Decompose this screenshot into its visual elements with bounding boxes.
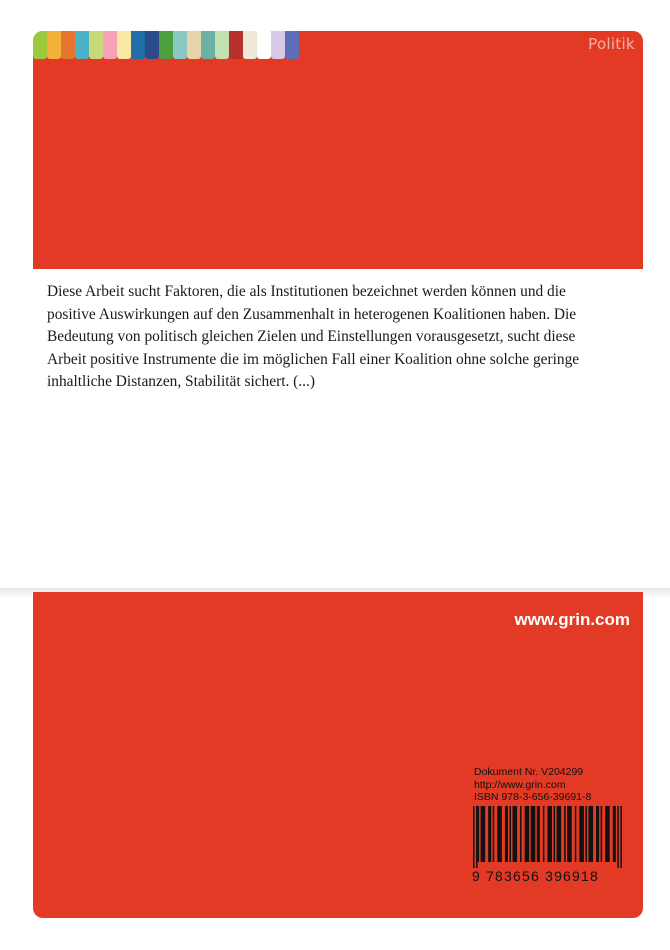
barcode-bar xyxy=(557,806,562,862)
color-stripe xyxy=(215,31,229,59)
color-stripe xyxy=(33,31,47,59)
isbn-number: ISBN 978-3-656-39691-8 xyxy=(474,791,592,803)
category-label: Politik xyxy=(588,35,635,53)
color-stripe xyxy=(257,31,271,59)
barcode-bar xyxy=(585,806,587,862)
barcode-bar xyxy=(601,806,603,862)
barcode-bar xyxy=(505,806,508,862)
color-stripe xyxy=(159,31,173,59)
color-stripe xyxy=(117,31,131,59)
barcode-bar xyxy=(473,806,475,868)
publisher-url[interactable]: http://www.grin.com xyxy=(474,778,566,791)
color-stripe xyxy=(103,31,117,59)
barcode-bar xyxy=(547,806,552,862)
color-stripe xyxy=(47,31,61,59)
color-stripe xyxy=(75,31,89,59)
barcode-digits: 9 783656 396918 xyxy=(472,868,599,884)
color-stripe xyxy=(271,31,285,59)
book-blurb: Diese Arbeit sucht Faktoren, die als Institutionen bezeichnet werden können und die positive Auswirkungen auf den Zusammenhalt in heterogenen Koalitionen haben. Die Bedeutung von politisch gleichen Zielen und Einstellungen vorausgesetzt, sucht diese Arbeit positive Instrumente die im möglichen Fall einer Koalition ohne solche geringe inhaltliche Distanzen, Stabilität sichert. (...) xyxy=(47,283,580,390)
color-stripe xyxy=(285,31,299,59)
color-stripe xyxy=(173,31,187,59)
barcode-bar xyxy=(564,806,566,862)
barcode-bar xyxy=(497,806,502,862)
barcode-bars xyxy=(472,806,632,868)
barcode xyxy=(472,806,632,884)
color-stripe xyxy=(201,31,215,59)
barcode-bar xyxy=(554,806,556,862)
barcode-bar xyxy=(617,806,619,868)
color-stripes xyxy=(33,31,299,59)
barcode-bar xyxy=(520,806,522,862)
barcode-bar xyxy=(620,806,622,868)
publisher-website[interactable]: www.grin.com xyxy=(514,610,630,629)
barcode-bar xyxy=(513,806,518,862)
barcode-bar xyxy=(478,806,480,862)
color-stripe xyxy=(89,31,103,59)
color-stripe xyxy=(131,31,145,59)
barcode-bar xyxy=(531,806,536,862)
document-number: Dokument Nr. V204299 xyxy=(474,766,584,778)
cover-top-panel xyxy=(33,31,643,269)
barcode-bar xyxy=(488,806,491,862)
barcode-bar xyxy=(481,806,486,862)
color-stripe xyxy=(187,31,201,59)
color-stripe xyxy=(145,31,159,59)
barcode-bar xyxy=(493,806,495,862)
color-stripe xyxy=(229,31,243,59)
document-info xyxy=(474,766,591,804)
barcode-bar xyxy=(525,806,530,862)
barcode-bar xyxy=(575,806,577,862)
barcode-bar xyxy=(605,806,610,862)
barcode-bar xyxy=(588,806,593,862)
barcode-bar xyxy=(476,806,478,868)
barcode-bar xyxy=(579,806,584,862)
barcode-bar xyxy=(613,806,616,862)
cover-bottom-panel xyxy=(33,592,643,918)
color-stripe xyxy=(243,31,257,59)
barcode-bar xyxy=(509,806,511,862)
barcode-bar xyxy=(543,806,545,862)
barcode-bar xyxy=(596,806,599,862)
color-stripe xyxy=(61,31,75,59)
barcode-bar xyxy=(537,806,540,862)
barcode-bar xyxy=(567,806,572,862)
